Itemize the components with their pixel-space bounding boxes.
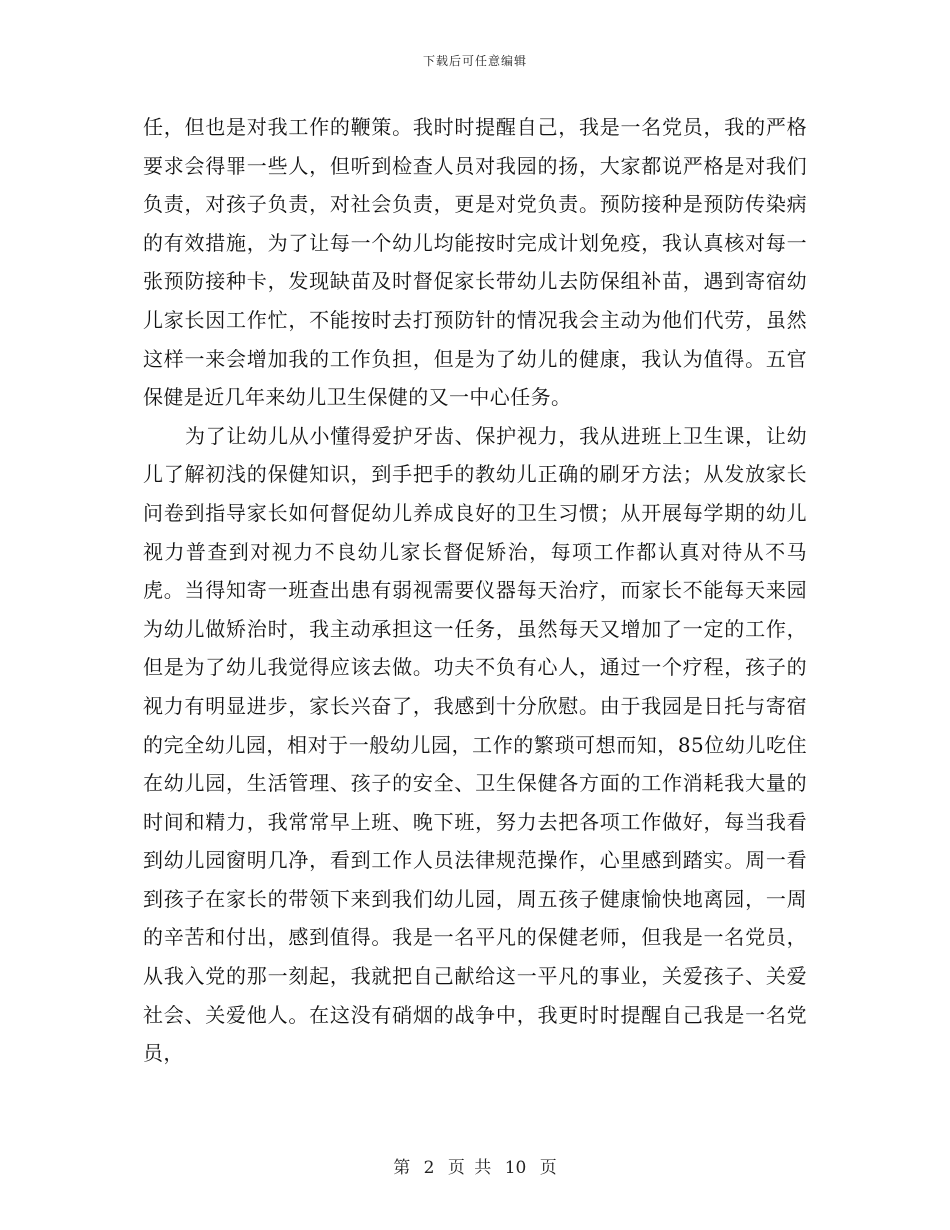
total-pages: 10 (504, 1158, 527, 1178)
footer-middle: 页 共 (447, 1158, 492, 1178)
page-footer (0, 1153, 950, 1178)
document-body (143, 108, 807, 1073)
paragraph: 为了让幼儿从小懂得爱护牙齿、保护视力，我从进班上卫生课，让幼儿了解初浅的保健知识，到手把手的教幼儿正确的刷牙方法；从发放家长问卷到指导家长如何督促幼儿养成良好的卫生习惯；从开展每学期的幼儿视力普查到对视力不良幼儿家长督促矫治，每项工作都认真对待从不马虎。当得知寄一班查出患有弱视需要仪器每天治疗，而家长不能每天来园为幼儿做矫治时，我主动承担这一任务，虽然每天又增加了一定的工作，但是为了幼儿我觉得应该去做。功夫不负有心人，通过一个疗程，孩子的视力有明显进步，家长兴奋了，我感到十分欣慰。由于我园是日托与寄宿的完全幼儿园，相对于一般幼儿园，工作的繁琐可想而知，85位幼儿吃住在幼儿园，生活管理、孩子的安全、卫生保健各方面的工作消耗我大量的时间和精力，我常常早上班、晚下班，努力去把各项工作做好，每当我看到幼儿园窗明几净，看到工作人员法律规范操作，心里感到踏实。周一看到孩子在家长的带领下来到我们幼儿园，周五孩子健康愉快地离园，一周的辛苦和付出，感到值得。我是一名平凡的保健老师，但我是一名党员，从我入党的那一刻起，我就把自己献给这一平凡的事业，关爱孩子、关爱社会、关爱他人。在这没有硝烟的战争中，我更时时提醒自己我是一名党员， (143, 423, 807, 1066)
footer-suffix: 页 (539, 1158, 557, 1178)
paragraph-continued: 任，但也是对我工作的鞭策。我时时提醒自己，我是一名党员，我的严格要求会得罪一些人，但听到检查人员对我园的扬，大家都说严格是对我们负责，对孩子负责，对社会负责，更是对党负责。预防接种是预防传染病的有效措施，为了让每一个幼儿均能按时完成计划免疫，我认真核对每一张预防接种卡，发现缺苗及时督促家长带幼儿去防保组补苗，遇到寄宿幼儿家长因工作忙，不能按时去打预防针的情况我会主动为他们代劳，虽然这样一来会增加我的工作负担，但是为了幼儿的健康，我认为值得。五官保健是近几年来幼儿卫生保健的又一中心任务。 (143, 115, 807, 410)
page-header: 下载后可任意编辑 (422, 54, 527, 68)
footer-prefix: 第 (393, 1158, 411, 1178)
page-number: 2 (423, 1158, 435, 1178)
